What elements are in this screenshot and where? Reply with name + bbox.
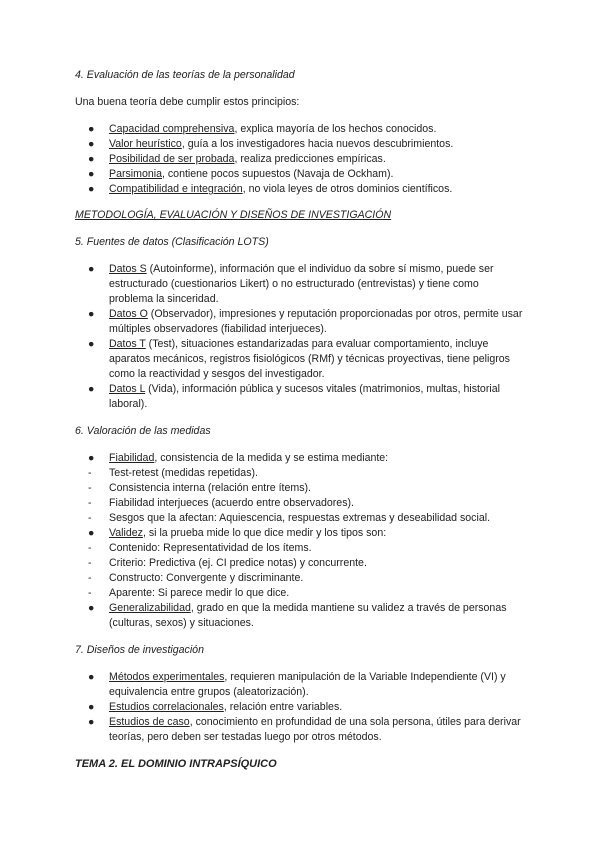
document-page	[75, 68, 525, 772]
methodology-section-title: METODOLOGÍA, EVALUACIÓN Y DISEÑOS DE INVESTIGACIÓN	[75, 209, 392, 221]
list-item-text: Aparente: Si parece medir lo que dice.	[109, 587, 290, 599]
section-4-intro: Una buena teoría debe cumplir estos principios:	[75, 96, 300, 108]
bullet-icon: ●	[88, 123, 95, 135]
list-item	[75, 152, 525, 167]
dash-icon: -	[88, 542, 92, 554]
list-item-text: , contiene pocos supuestos (Navaja de Ockham).	[162, 168, 394, 180]
dash-icon: -	[88, 587, 92, 599]
list-item	[75, 670, 525, 700]
bullet-icon: ●	[88, 168, 95, 180]
dash-icon: -	[88, 467, 92, 479]
list-item	[75, 262, 525, 307]
dash-icon: -	[88, 557, 92, 569]
list-item	[75, 511, 525, 526]
section-5-title: 5. Fuentes de datos (Clasificación LOTS)	[75, 236, 269, 248]
list-item-text: , si la prueba mide lo que dice medir y los tipos son:	[142, 527, 387, 539]
list-item-term: Estudios correlacionales	[109, 701, 224, 713]
tema-2-title: TEMA 2. EL DOMINIO INTRAPSÍQUICO	[75, 758, 277, 770]
list-item-term: Generalizabilidad	[109, 602, 191, 614]
bullet-icon: ●	[88, 452, 95, 464]
list-item-text: , guía a los investigadores hacia nuevos descubrimientos.	[181, 138, 454, 150]
list-item-term: Valor heurístico	[109, 138, 182, 150]
bullet-icon: ●	[88, 671, 95, 683]
list-item-term: Datos O	[109, 308, 148, 320]
list-item-term: Validez	[109, 527, 143, 539]
list-item-term: Métodos experimentales	[109, 671, 225, 683]
section-7-list	[75, 670, 525, 745]
list-item-term: Capacidad comprehensiva	[109, 123, 235, 135]
list-item	[75, 167, 525, 182]
list-item-text: , explica mayoría de los hechos conocidos.	[234, 123, 437, 135]
list-item	[75, 182, 525, 197]
bullet-icon: ●	[88, 716, 95, 728]
bullet-icon: ●	[88, 138, 95, 150]
section-6-list	[75, 451, 525, 631]
bullet-icon: ●	[88, 338, 95, 350]
list-item-text: (Vida), información pública y sucesos vitales (matrimonios, multas, historial laboral).	[109, 383, 500, 410]
list-item-text: (Autoinforme), información que el individuo da sobre sí mismo, puede ser estructurado (cuestionarios Likert) o no estructurado (entrevistas) y tiene como problema la sinceridad.	[109, 263, 494, 305]
list-item	[75, 526, 525, 541]
section-5-list	[75, 262, 525, 412]
list-item-text: Criterio: Predictiva (ej. CI predice notas) y concurrente.	[109, 557, 367, 569]
list-item-text: , consistencia de la medida y se estima mediante:	[154, 452, 389, 464]
list-item	[75, 481, 525, 496]
list-item-term: Compatibilidad e integración	[109, 183, 243, 195]
list-item-term: Posibilidad de ser probada	[109, 153, 235, 165]
list-item-text: , conocimiento en profundidad de una sola persona, útiles para derivar teorías, pero deben ser testadas luego por otros métodos.	[109, 716, 521, 743]
bullet-icon: ●	[88, 263, 95, 275]
list-item-text: , grado en que la medida mantiene su validez a través de personas (culturas, sexos) y situaciones.	[109, 602, 507, 629]
list-item-term: Datos S	[109, 263, 147, 275]
dash-icon: -	[88, 572, 92, 584]
list-item	[75, 466, 525, 481]
list-item	[75, 496, 525, 511]
list-item-term: Datos T	[109, 338, 146, 350]
list-item	[75, 337, 525, 382]
dash-icon: -	[88, 497, 92, 509]
list-item-text: Sesgos que la afectan: Aquiescencia, respuestas extremas y deseabilidad social.	[109, 512, 491, 524]
bullet-icon: ●	[88, 527, 95, 539]
list-item-text: (Observador), impresiones y reputación proporcionadas por otros, permite usar múltiples observadores (fiabilidad interjueces).	[109, 308, 523, 335]
list-item-text: , relación entre variables.	[223, 701, 343, 713]
dash-icon: -	[88, 512, 92, 524]
list-item-term: Parsimonia	[109, 168, 162, 180]
list-item-text: , no viola leyes de otros dominios científicos.	[242, 183, 453, 195]
list-item-text: Consistencia interna (relación entre ítems).	[109, 482, 311, 494]
list-item	[75, 700, 525, 715]
list-item-text: , realiza predicciones empíricas.	[234, 153, 386, 165]
list-item	[75, 556, 525, 571]
section-4-title: 4. Evaluación de las teorías de la personalidad	[75, 69, 295, 81]
bullet-icon: ●	[88, 602, 95, 614]
bullet-icon: ●	[88, 308, 95, 320]
list-item-text: (Test), situaciones estandarizadas para evaluar comportamiento, incluye aparatos mecánicos, registros fisiológicos (RMf) y técnicas proyectivas, tiene peligros como la reactividad y sesgos del investigador.	[109, 338, 510, 380]
list-item-text: , requieren manipulación de la Variable Independiente (VI) y equivalencia entre grupos (aleatorización).	[109, 671, 506, 698]
list-item-term: Datos L	[109, 383, 146, 395]
list-item-text: Contenido: Representatividad de los ítems.	[109, 542, 312, 554]
list-item	[75, 122, 525, 137]
list-item	[75, 451, 525, 466]
list-item-text: Test-retest (medidas repetidas).	[109, 467, 258, 479]
list-item-text: Constructo: Convergente y discriminante.	[109, 572, 304, 584]
list-item	[75, 541, 525, 556]
section-7-title: 7. Diseños de investigación	[75, 644, 204, 656]
list-item-text: Fiabilidad interjueces (acuerdo entre observadores).	[109, 497, 354, 509]
list-item	[75, 137, 525, 152]
list-item-term: Fiabilidad	[109, 452, 155, 464]
bullet-icon: ●	[88, 183, 95, 195]
list-item	[75, 601, 525, 631]
list-item	[75, 307, 525, 337]
list-item	[75, 715, 525, 745]
list-item-term: Estudios de caso	[109, 716, 190, 728]
list-item	[75, 586, 525, 601]
dash-icon: -	[88, 482, 92, 494]
list-item	[75, 382, 525, 412]
section-6-title: 6. Valoración de las medidas	[75, 425, 211, 437]
bullet-icon: ●	[88, 383, 95, 395]
bullet-icon: ●	[88, 701, 95, 713]
list-item	[75, 571, 525, 586]
section-4-list	[75, 122, 525, 197]
bullet-icon: ●	[88, 153, 95, 165]
